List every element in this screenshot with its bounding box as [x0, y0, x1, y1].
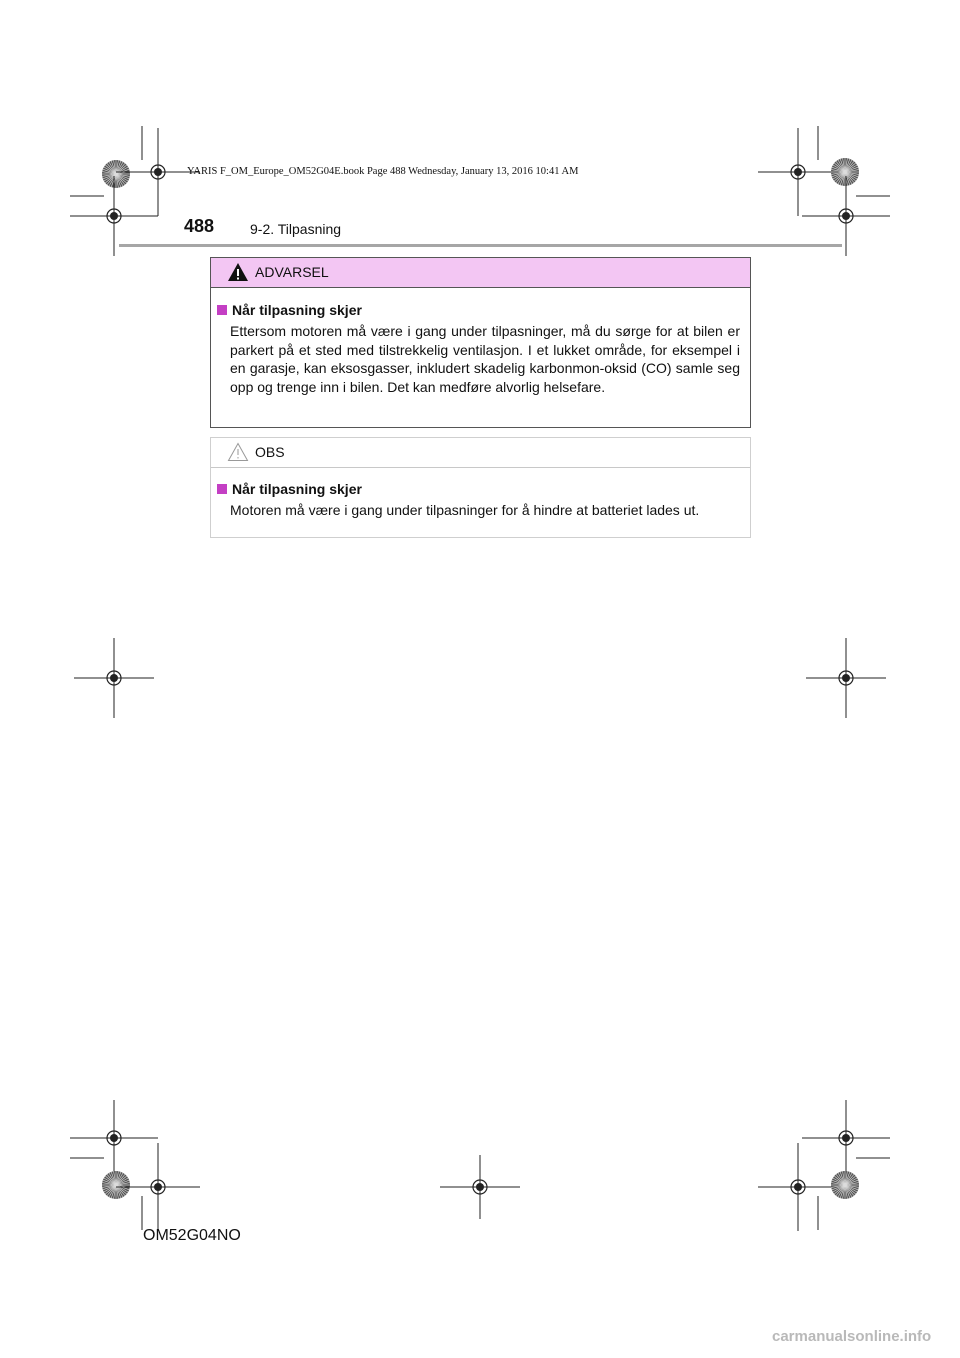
header-rule — [119, 244, 842, 247]
registration-dot — [110, 674, 118, 682]
warning-item-heading — [217, 302, 362, 318]
registration-dot — [476, 1183, 484, 1191]
bullet-square-icon — [217, 484, 227, 494]
warning-heading-text: Når tilpasning skjer — [232, 302, 362, 318]
registration-dot — [842, 212, 850, 220]
notice-box — [210, 437, 751, 538]
warning-box — [210, 257, 751, 428]
bullet-square-icon — [217, 305, 227, 315]
warning-item-text: Ettersom motoren må være i gang under tilpasninger, må du sørge for at bilen er parkert på et sted med tilstrekkelig ventilasjon. I et lukket område, for eksempel i en garasje, kan eksosgasser, inkludert skadelig karbonmon-oksid (CO) samle seg opp og trenge inn i bilen. Det kan medføre alvorlig helsefare. — [230, 323, 740, 395]
watermark: carmanualsonline.info — [772, 1328, 932, 1345]
print-info-line: YARIS F_OM_Europe_OM52G04E.book Page 488 Wednesday, January 13, 2016 10:41 AM — [187, 166, 579, 177]
page-number: 488 — [184, 216, 215, 236]
notice-item-text: Motoren må være i gang under tilpasninger for å hindre at batteriet lades ut. — [230, 502, 700, 518]
registration-dot — [794, 1183, 802, 1191]
registration-dot — [842, 1134, 850, 1142]
registration-dot — [154, 1183, 162, 1191]
registration-dot — [154, 168, 162, 176]
registration-starburst — [831, 158, 859, 186]
registration-dot — [794, 168, 802, 176]
registration-starburst — [102, 160, 130, 188]
notice-item-heading — [217, 481, 362, 497]
caution-triangle-outline-icon — [227, 442, 249, 462]
notice-heading-text: Når tilpasning skjer — [232, 481, 362, 497]
registration-starburst — [102, 1171, 130, 1199]
registration-starburst — [831, 1171, 859, 1199]
warning-triangle-filled-icon — [227, 262, 249, 282]
registration-dot — [842, 674, 850, 682]
notice-box-header — [211, 438, 750, 468]
registration-dot — [110, 1134, 118, 1142]
section-title: 9-2. Tilpasning — [250, 221, 342, 237]
warning-box-header — [211, 258, 750, 288]
document-code: OM52G04NO — [143, 1227, 241, 1244]
registration-dot — [110, 212, 118, 220]
warning-box-title: ADVARSEL — [255, 264, 329, 280]
notice-box-title: OBS — [255, 444, 285, 460]
